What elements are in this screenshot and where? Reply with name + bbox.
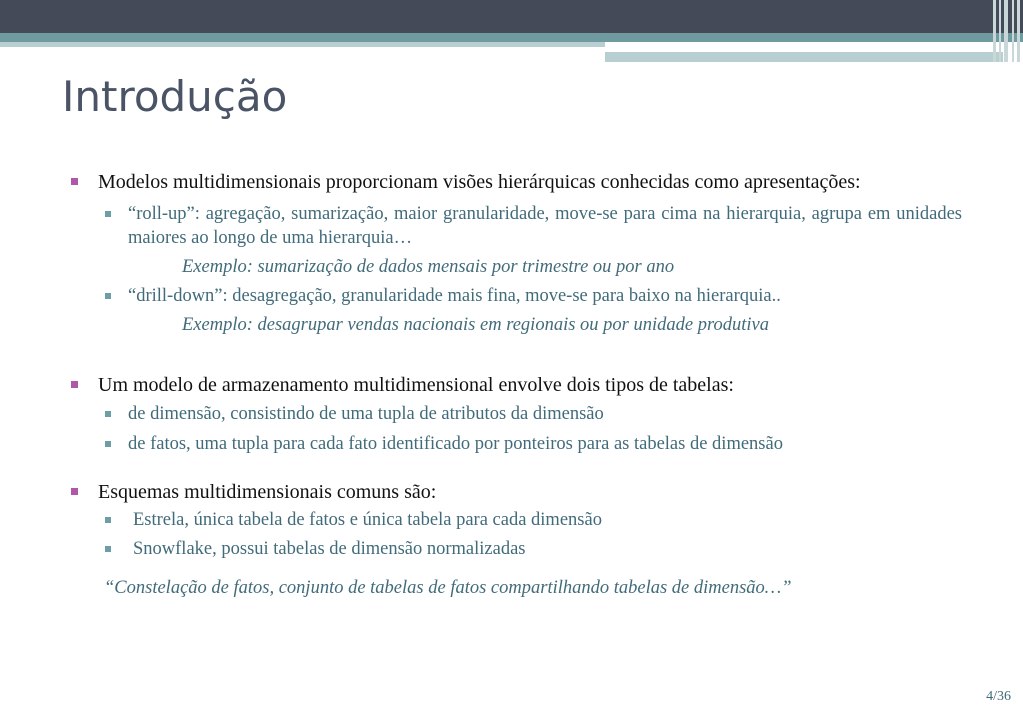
sub-bullet-text: “drill-down”: desagregação, granularidade mais fina, move-se para baixo na hierarquia.. — [128, 286, 781, 306]
bullet-text: Modelos multidimensionais proporcionam visões hierárquicas conhecidas como apresentações: — [98, 171, 861, 193]
slide-title: Introdução — [62, 72, 288, 121]
header-band-light — [0, 42, 605, 47]
header-band-dark — [0, 0, 1023, 33]
square-bullet-icon — [105, 211, 111, 217]
example-roll-up: Exemplo: sumarização de dados mensais por trimestre ou por ano — [182, 257, 675, 277]
sub-bullet-text: de fatos, uma tupla para cada fato identificado por ponteiros para as tabelas de dimensão — [128, 434, 783, 454]
header-band-right — [605, 52, 1003, 62]
bullet-armazenamento — [70, 371, 962, 399]
example-drill-down: Exemplo: desagrupar vendas nacionais em regionais ou por unidade produtiva — [182, 315, 769, 335]
square-bullet-icon — [71, 178, 78, 185]
sub-bullet-roll-up — [100, 202, 962, 250]
sub-bullet-text: de dimensão, consistindo de uma tupla de atributos da dimensão — [128, 404, 604, 424]
square-bullet-icon — [105, 441, 111, 447]
square-bullet-icon — [105, 517, 111, 523]
square-bullet-icon — [71, 381, 78, 388]
slide-body — [70, 168, 962, 600]
bullet-text: Um modelo de armazenamento multidimensional envolve dois tipos de tabelas: — [98, 374, 734, 396]
header-band-teal — [0, 33, 1023, 42]
header-band-line — [826, 50, 946, 52]
page-number: 4/36 — [986, 689, 1011, 704]
constelacao-note: “Constelação de fatos, conjunto de tabelas de fatos compartilhando tabelas de dimensão…” — [104, 578, 792, 598]
bullet-modelos — [70, 168, 962, 196]
bullet-esquemas — [70, 478, 962, 506]
sub-bullet-text: Estrela, única tabela de fatos e única tabela para cada dimensão — [133, 510, 602, 530]
sub-bullet-dimensao — [100, 402, 962, 426]
square-bullet-icon — [105, 293, 111, 299]
sub-bullet-drill-down — [100, 284, 962, 308]
sub-bullet-estrela — [100, 508, 962, 532]
square-bullet-icon — [105, 546, 111, 552]
sub-bullet-snowflake — [100, 537, 962, 561]
square-bullet-icon — [71, 488, 78, 495]
bullet-text: Esquemas multidimensionais comuns são: — [98, 481, 437, 503]
sub-bullet-text: “roll-up”: agregação, sumarização, maior granularidade, move-se para cima na hierarquia, agrupa em unidades maiores ao longo de uma hierarquia… — [128, 204, 962, 248]
square-bullet-icon — [105, 411, 111, 417]
sub-bullet-text: Snowflake, possui tabelas de dimensão normalizadas — [133, 539, 526, 559]
header-vertical-stripes — [990, 0, 1023, 62]
sub-bullet-fatos — [100, 432, 962, 456]
